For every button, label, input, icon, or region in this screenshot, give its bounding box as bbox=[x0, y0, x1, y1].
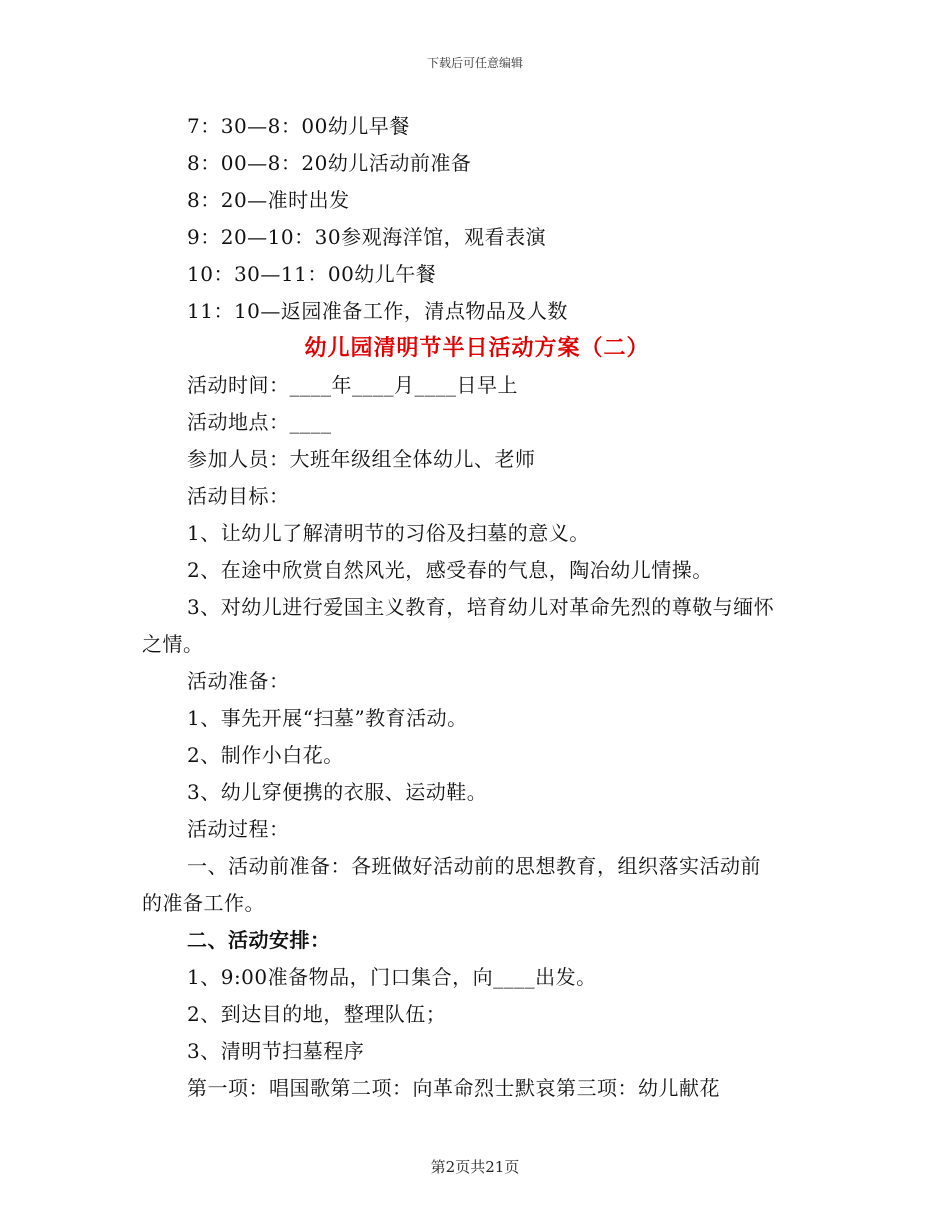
prep-label: 活动准备： bbox=[187, 669, 290, 693]
arrangement-item: 3、清明节扫墓程序 bbox=[187, 1039, 365, 1063]
schedule-item: 8：00—8：20幼儿活动前准备 bbox=[187, 151, 472, 175]
page-footer: 第2页共21页 bbox=[430, 1158, 520, 1176]
schedule-item: 9：20—10：30参观海洋馆，观看表演 bbox=[187, 225, 547, 249]
goals-label: 活动目标： bbox=[187, 484, 290, 508]
goal-line: 之情。 bbox=[142, 632, 204, 656]
schedule-item: 11：10—返园准备工作，清点物品及人数 bbox=[187, 299, 568, 323]
participants: 参加人员：大班年级组全体幼儿、老师 bbox=[187, 447, 536, 471]
goal-item: 2、在途中欣赏自然风光，感受春的气息，陶冶幼儿情操。 bbox=[187, 558, 713, 582]
program-text: 第一项：唱国歌第二项：向革命烈士默哀第三项：幼儿献花 bbox=[187, 1076, 720, 1100]
activity-time: 活动时间：____年____月____日早上 bbox=[187, 373, 518, 397]
prep-item: 3、幼儿穿便携的衣服、运动鞋。 bbox=[187, 780, 488, 804]
arrangement-item: 1、9:00准备物品，门口集合，向____出发。 bbox=[187, 965, 597, 989]
schedule-item: 8：20—准时出发 bbox=[187, 188, 350, 212]
process-step bbox=[142, 848, 812, 922]
activity-place: 活动地点：____ bbox=[187, 410, 332, 434]
schedule-item: 7：30—8：00幼儿早餐 bbox=[187, 114, 410, 138]
prep-item: 2、制作小白花。 bbox=[187, 743, 344, 767]
process-line: 的准备工作。 bbox=[142, 891, 265, 915]
section-title: 幼儿园清明节半日活动方案（二） bbox=[304, 335, 650, 361]
process-line: 一、活动前准备：各班做好活动前的思想教育，组织落实活动前 bbox=[187, 854, 761, 878]
goal-item: 1、让幼儿了解清明节的习俗及扫墓的意义。 bbox=[187, 521, 590, 545]
prep-item: 1、事先开展“扫墓”教育活动。 bbox=[187, 706, 468, 730]
schedule-item: 10：30—11：00幼儿午餐 bbox=[187, 262, 437, 286]
page-header: 下载后可任意编辑 bbox=[426, 56, 523, 70]
process-label: 活动过程： bbox=[187, 817, 290, 841]
document-body bbox=[142, 108, 812, 1107]
goal-line: 3、对幼儿进行爱国主义教育，培育幼儿对革命先烈的尊敬与缅怀 bbox=[187, 595, 775, 619]
arrangement-item: 2、到达目的地，整理队伍； bbox=[187, 1002, 447, 1026]
process-heading: 二、活动安排： bbox=[187, 928, 331, 952]
goal-item-multiline bbox=[142, 589, 812, 663]
